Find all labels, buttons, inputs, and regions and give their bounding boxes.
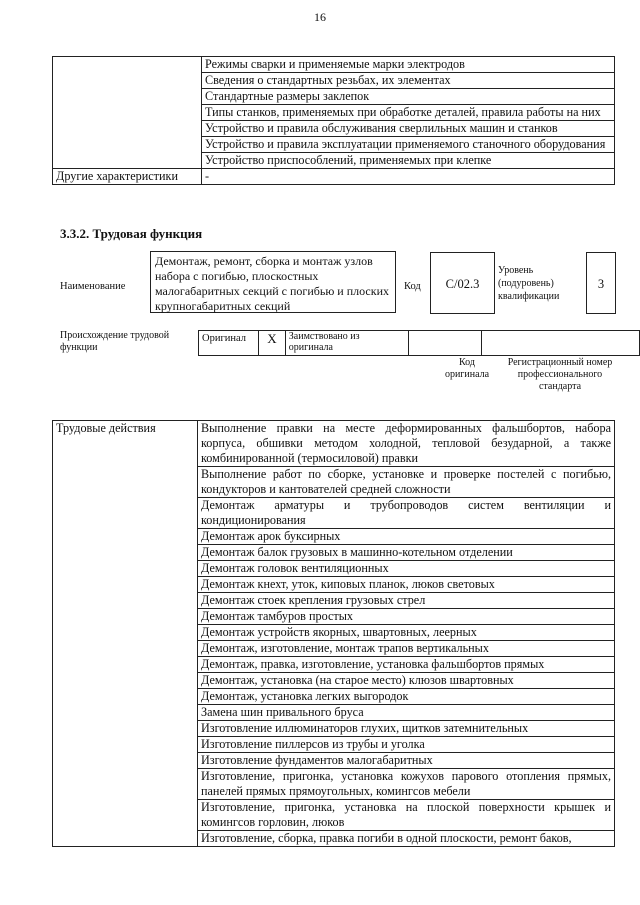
knowledge-item: Стандартные размеры заклепок: [202, 89, 615, 105]
level-box: 3: [586, 252, 616, 314]
level-label: Уровень (подуровень) квалификации: [498, 265, 560, 302]
reg-number-label: Регистрационный номер профессионального стандарта: [507, 357, 613, 392]
other-characteristics-label: Другие характеристики: [53, 169, 202, 185]
code-original-label: Код оригинала: [444, 357, 490, 380]
labor-actions-label: Трудовые действия: [53, 421, 198, 847]
labor-action-item: Изготовление, сборка, правка погиби в одной плоскости, ремонт баков,: [198, 831, 615, 847]
labor-action-item: Демонтаж, правка, изготовление, установка фальшбортов прямых: [198, 657, 615, 673]
reg-number-cell: [481, 331, 639, 356]
function-code-box: С/02.3: [430, 252, 495, 314]
name-label: Наименование: [60, 281, 126, 292]
section-title: 3.3.2. Трудовая функция: [60, 226, 203, 241]
labor-actions-table: [52, 420, 615, 847]
code-label: Код: [404, 281, 421, 292]
knowledge-table: [52, 56, 615, 185]
other-characteristics-value: -: [202, 169, 615, 185]
labor-action-item: Демонтаж арматуры и трубопроводов систем вентиляции и кондиционирования: [198, 498, 615, 529]
knowledge-label-cell: [53, 57, 202, 169]
labor-action-item: Демонтаж, изготовление, монтаж трапов вертикальных: [198, 641, 615, 657]
labor-action-item: Демонтаж, установка легких выгородок: [198, 689, 615, 705]
labor-action-item: Демонтаж балок грузовых в машинно-котельном отделении: [198, 545, 615, 561]
labor-action-item: Изготовление фундаментов малогабаритных: [198, 753, 615, 769]
labor-action-item: Демонтаж стоек крепления грузовых стрел: [198, 593, 615, 609]
labor-action-item: Демонтаж головок вентиляционных: [198, 561, 615, 577]
labor-action-item: Изготовление пиллерсов из трубы и уголка: [198, 737, 615, 753]
labor-action-item: Изготовление иллюминаторов глухих, щитков затемнительных: [198, 721, 615, 737]
knowledge-item: Режимы сварки и применяемые марки электродов: [202, 57, 615, 73]
origin-label: Происхождение трудовой функции: [60, 330, 170, 353]
labor-action-item: Демонтаж устройств якорных, швартовных, леерных: [198, 625, 615, 641]
knowledge-item: Устройство и правила обслуживания сверлильных машин и станков: [202, 121, 615, 137]
code-original-cell: [409, 331, 482, 356]
labor-action-item: Демонтаж тамбуров простых: [198, 609, 615, 625]
borrowed-label: Заимствовано из оригинала: [285, 331, 409, 356]
original-label: Оригинал: [199, 331, 259, 356]
knowledge-item: Устройство и правила эксплуатации применяемого станочного оборудования: [202, 137, 615, 153]
labor-action-item: Изготовление, пригонка, установка на плоской поверхности крышек и комингсов горловин, люков: [198, 800, 615, 831]
origin-table: [198, 330, 640, 356]
labor-action-item: Выполнение работ по сборке, установке и проверке постелей с погибью, кондукторов и кантователей средней сложности: [198, 467, 615, 498]
page-number: 16: [314, 10, 326, 24]
knowledge-item: Типы станков, применяемых при обработке деталей, правила работы на них: [202, 105, 615, 121]
labor-action-item: Демонтаж кнехт, уток, киповых планок, люков световых: [198, 577, 615, 593]
knowledge-item: Сведения о стандартных резьбах, их элементах: [202, 73, 615, 89]
original-mark: X: [258, 331, 285, 356]
labor-action-item: Выполнение правки на месте деформированных фальшбортов, набора корпуса, обшивки методом холодной, тепловой безударной, а также комбинированной (термосиловой) правки: [198, 421, 615, 467]
labor-action-item: Демонтаж арок буксирных: [198, 529, 615, 545]
labor-action-item: Демонтаж, установка (на старое место) клюзов швартовных: [198, 673, 615, 689]
function-name-box: Демонтаж, ремонт, сборка и монтаж узлов набора с погибью, плоскостных малогабаритных секций с погибью и плоских крупногабаритных секций: [150, 251, 396, 313]
knowledge-item: Устройство приспособлений, применяемых при клепке: [202, 153, 615, 169]
labor-action-item: Изготовление, пригонка, установка кожухов парового отопления прямых, панелей прямых прямоугольных, комингсов мебели: [198, 769, 615, 800]
labor-action-item: Замена шин привального бруса: [198, 705, 615, 721]
